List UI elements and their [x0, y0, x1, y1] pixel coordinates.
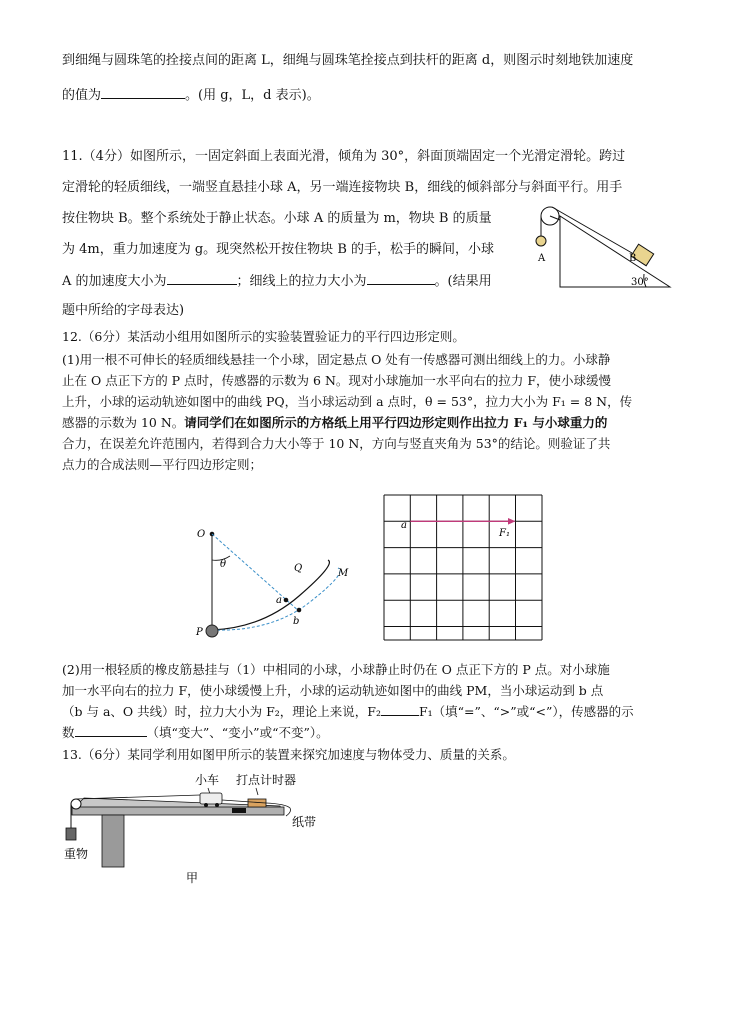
pull-string: [76, 795, 200, 799]
label-a: A: [538, 253, 546, 264]
q12-p2-line4-start: 数: [62, 725, 75, 740]
board-block: [232, 808, 246, 813]
curve-pq: [212, 560, 329, 630]
q12-blank-sensor[interactable]: [75, 724, 147, 737]
angle-label: 30°: [631, 277, 649, 288]
q12-p1-line4: [62, 414, 607, 432]
label-b: B: [629, 253, 637, 264]
car-icon: [200, 793, 222, 804]
ball-p-icon: [206, 625, 218, 637]
q12-p1-line4-start: 感器的示数为 10 N。: [62, 415, 185, 430]
point-a: [284, 598, 289, 603]
q11-line6: 题中所给的字母表达): [62, 303, 185, 318]
label-b: b: [293, 616, 300, 627]
q12-p2-line4: [62, 724, 329, 742]
q11-blank-tension[interactable]: [367, 272, 435, 285]
label-o: O: [197, 529, 206, 540]
q12-p1-line4-bold: 请同学们在如图所示的方格纸上用平行四边形定则作出拉力 F₁ 与小球重力的: [184, 415, 608, 430]
q11-line5-start: A 的加速度大小为: [62, 274, 167, 289]
q12-p1-line2: 止在 O 点正下方的 P 点时，传感器的示数为 6 N。现对小球施加一水平向右的拉力 F，使小球缓慢: [62, 373, 612, 388]
q10-line2: [62, 86, 320, 105]
grid-paper-figure: [383, 494, 545, 644]
q10-line2-end: 。(用 g，L，d 表示)。: [185, 88, 320, 103]
label-p: P: [196, 627, 203, 638]
label-a: a: [276, 595, 282, 606]
grid-label-f1: F₁: [499, 528, 510, 539]
label-tape: 纸带: [292, 815, 317, 829]
label-m: M: [338, 568, 349, 579]
q10-answer-blank[interactable]: [101, 86, 185, 99]
q12-p1-line5: 合力，在误差允许范围内，若得到合力大小等于 10 N，方向与竖直夹角为 53°的结论。则验证了共: [62, 436, 611, 451]
q11-line2: 定滑轮的轻质细线，一端竖直悬挂小球 A，另一端连接物块 B，细线的倾斜部分与斜面平行。用手: [62, 180, 623, 195]
q13-title: 13.（6分）某同学利用如图甲所示的装置来探究加速度与物体受力、质量的关系。: [62, 747, 515, 762]
arrowhead-icon: [508, 518, 516, 525]
incline-string: [552, 207, 632, 253]
q12-p2-line4-end: （填“变大”、“变小”或“不变”）。: [146, 725, 329, 740]
q12-p1-line6: 点力的合成法则—平行四边形定则；: [62, 457, 263, 472]
incline-pulley-figure: [528, 200, 678, 295]
q12-p2-line3-start: （b 与 a、O 共线）时，拉力大小为 F₂，理论上来说，F₂: [62, 704, 381, 719]
label-q: Q: [294, 563, 303, 574]
q12-p2-line1: (2)用一根轻质的橡皮筋悬挂与（1）中相同的小球，小球静止时仍在 O 点正下方的 P 点。对小球施: [62, 662, 610, 677]
q11-line3: 按住物块 B。整个系统处于静止状态。小球 A 的质量为 m，物块 B 的质量: [62, 211, 492, 226]
q11-line5: [62, 272, 492, 291]
point-b: [297, 608, 302, 613]
label-theta: θ: [220, 559, 227, 570]
q10-line1: 到细绳与圆珠笔的拴接点间的距离 L，细绳与圆珠笔拴接点到扶杆的距离 d，则图示时刻地铁加速度: [62, 53, 634, 68]
timer-leader: [256, 788, 258, 795]
table-leg: [102, 815, 124, 867]
ball-a-icon: [536, 236, 546, 246]
q12-p2-line3-end: F₁（填“=”、“>”或“<”），传感器的示: [418, 704, 634, 719]
q12-p1-line3: 上升，小球的运动轨迹如图中的曲线 PQ，当小球运动到 a 点时，θ = 53°，拉力大小为 F₁ = 8 N，传: [62, 394, 633, 409]
figure-caption: 甲: [186, 871, 199, 885]
cart-apparatus-figure: [60, 768, 340, 886]
q12-p1-line1: (1)用一根不可伸长的轻质细线悬挂一个小球，固定悬点 O 处有一传感器可测出细线上的力。小球静: [62, 352, 611, 367]
q12-p2-line2: 加一水平向右的拉力 F，使小球缓慢上升，小球的运动轨迹如图中的曲线 PM，当小球运动到 b 点: [62, 683, 604, 698]
pulley-icon: [71, 799, 81, 809]
car-wheel-icon: [204, 803, 208, 807]
q11-line1: 11.（4分）如图所示，一固定斜面上表面光滑，倾角为 30°，斜面顶端固定一个光滑定滑轮。跨过: [62, 149, 626, 164]
q11-line5-mid: ；细线上的拉力大小为: [236, 274, 367, 289]
q11-blank-acceleration[interactable]: [167, 272, 237, 285]
grid-lines: [384, 495, 542, 640]
car-wheel-icon: [215, 803, 219, 807]
q11-line5-end: 。(结果用: [434, 274, 492, 289]
label-car: 小车: [195, 773, 220, 787]
pendulum-figure: [188, 520, 358, 645]
table-top: [72, 807, 284, 815]
label-timer: 打点计时器: [236, 773, 297, 787]
q10-line2-start: 的值为: [62, 88, 102, 103]
label-weight: 重物: [64, 847, 89, 861]
weight-icon: [66, 828, 76, 840]
q12-blank-compare[interactable]: [381, 703, 419, 716]
grid-label-a: a: [401, 520, 407, 531]
q11-line4: 为 4m，重力加速度为 g。现突然松开按住物块 B 的手，松手的瞬间，小球: [62, 242, 495, 257]
incline-triangle: [560, 216, 670, 287]
q12-title: 12.（6分）某活动小组用如图所示的实验装置验证力的平行四边形定则。: [62, 329, 465, 344]
q12-p2-line3: [62, 703, 634, 721]
